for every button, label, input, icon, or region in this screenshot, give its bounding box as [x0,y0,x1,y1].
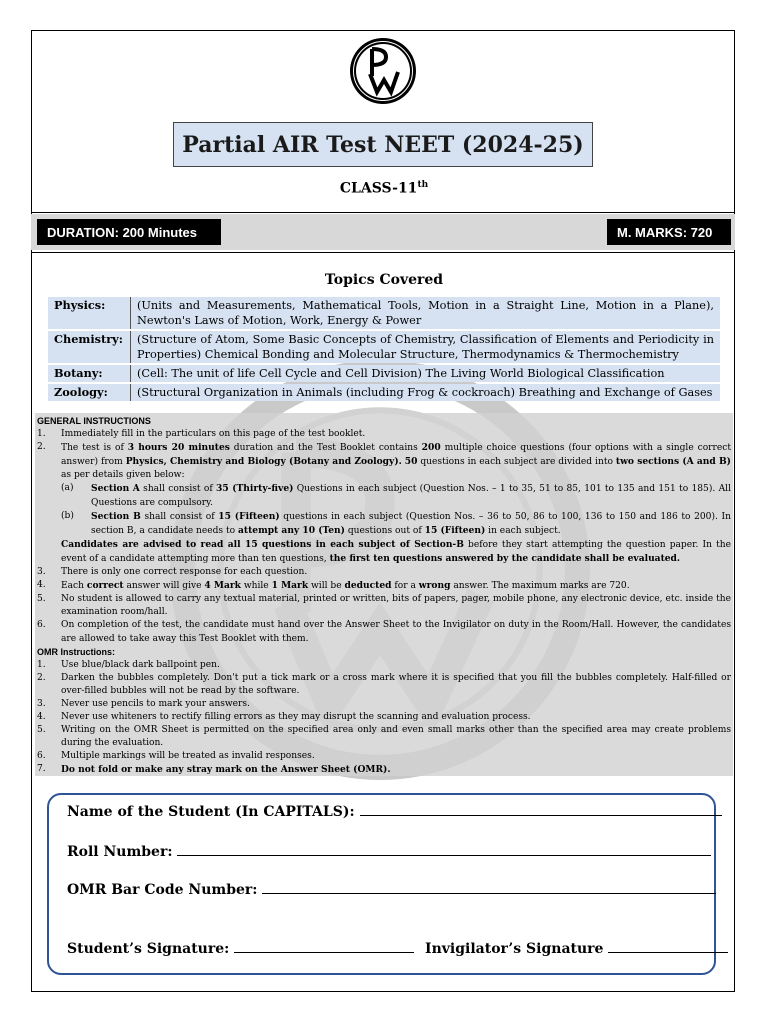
topic-subject: Botany: [48,365,130,382]
invigilator-signature-label: Invigilator’s Signature [425,941,604,957]
student-signature-label: Student’s Signature: [67,941,230,957]
roll-number-row [67,843,711,860]
list-item: 2. The test is of 3 hours 20 minutes duration and the Test Booklet contains 200 multiple choice questions (four options with a single correct answer) from Physics, Chemistry and Biology (Botany and Zoology). 50 questions in each subject are divided into two sections (A and B) as per details given below: [37,442,732,481]
duration-badge: DURATION: 200 Minutes [37,219,221,245]
list-item: 2. Darken the bubbles completely. Don't put a tick mark or a cross mark where it is specified that you fill the bubbles completely. Half-filled or over-filled bubbles will not be read by the software. [37,672,731,696]
topic-row-zoology [48,384,720,401]
topic-subject: Physics: [48,297,130,329]
topic-description: (Units and Measurements, Mathematical Tools, Motion in a Straight Line, Motion in a Plane), Newton's Laws of Motion, Work, Energy & Power [130,297,720,329]
divider [31,252,735,253]
list-item: 5. Writing on the OMR Sheet is permitted on the specified area only and even small marks other than the specified area may create problems during the evaluation. [37,725,731,749]
topic-subject: Zoology: [48,384,130,401]
omr-barcode-field[interactable] [262,881,716,894]
topic-description: (Structure of Atom, Some Basic Concepts of Chemistry, Classification of Elements and Periodicity in Properties) Chemical Bonding and Molecular Structure, Thermodynamics & Thermochemistry [130,331,720,363]
omr-barcode-row [67,881,716,898]
omr-barcode-label: OMR Bar Code Number: [67,882,258,898]
list-item: 3. Never use pencils to mark your answers. [37,698,250,709]
topics-table [48,295,720,403]
topics-heading: Topics Covered [324,272,444,288]
class-label: CLASS-11th [339,180,429,197]
omr-instructions-heading: OMR Instructions: [37,646,115,657]
list-item: 1. Use blue/black dark ballpoint pen. [37,659,220,670]
divider [31,212,735,213]
list-item: 5. No student is allowed to carry any textual material, printed or written, bits of papers, pager, mobile phone, any electronic device, etc. inside the examination room/hall. [37,594,731,618]
student-details-form [47,793,716,975]
instructions-panel [35,413,733,776]
pw-logo-icon [348,36,418,106]
roll-number-field[interactable] [177,843,711,856]
student-name-row [67,803,722,820]
general-instructions-heading: GENERAL INSTRUCTIONS [37,416,151,426]
list-item: (b) Section B shall consist of 15 (Fifteen) questions in each subject (Question Nos. – 36 to 50, 86 to 100, 136 to 150 and 186 to 200). In section B, a candidate needs to attempt any 10 (Ten) questions out of 15 (Fifteen) in each subject. [61,510,731,536]
signature-row [67,940,728,957]
invigilator-signature-field[interactable] [608,940,728,953]
student-signature-field[interactable] [234,940,414,953]
list-item: 1. Immediately fill in the particulars on this page of the test booklet. [37,429,366,440]
topic-description: (Structural Organization in Animals (including Frog & cockroach) Breathing and Exchange of Gases [130,384,720,401]
list-item: (a) Section A shall consist of 35 (Thirty-five) Questions in each subject (Question Nos. – 1 to 35, 51 to 85, 101 to 135 and 151 to 185). All Questions are compulsory. [61,483,731,508]
list-item: 3. There is only one correct response for each question. [37,567,308,578]
topic-row-botany [48,365,720,382]
topic-row-chemistry [48,331,720,363]
topic-subject: Chemistry: [48,331,130,363]
list-item: 6. On completion of the test, the candidate must hand over the Answer Sheet to the Invigilator on duty in the Room/Hall. However, the candidates are allowed to take away this Test Booklet with them. [37,620,731,644]
list-item: 6. Multiple markings will be treated as invalid responses. [37,751,315,762]
candidate-note: Candidates are advised to read all 15 questions in each subject of Section-B before they start attempting the question paper. In the event of a candidate attempting more than ten questions, the first ten questions answered by the candidate shall be evaluated. [61,538,731,564]
roll-number-label: Roll Number: [67,844,173,860]
page-title: Partial AIR Test NEET (2024-25) [173,122,593,167]
max-marks-badge: M. MARKS: 720 [607,219,731,245]
list-item: 4. Each correct answer will give 4 Mark while 1 Mark will be deducted for a wrong answer. The maximum marks are 720. [37,580,630,592]
topic-description: (Cell: The unit of life Cell Cycle and Cell Division) The Living World Biological Classification [130,365,720,382]
student-name-field[interactable] [360,803,722,816]
list-item: 4. Never use whiteners to rectify filling errors as they may disrupt the scanning and evaluation process. [37,712,531,723]
list-item: 7. Do not fold or make any stray mark on the Answer Sheet (OMR). [37,764,391,776]
student-name-label: Name of the Student (In CAPITALS): [67,804,355,820]
topic-row-physics [48,297,720,329]
